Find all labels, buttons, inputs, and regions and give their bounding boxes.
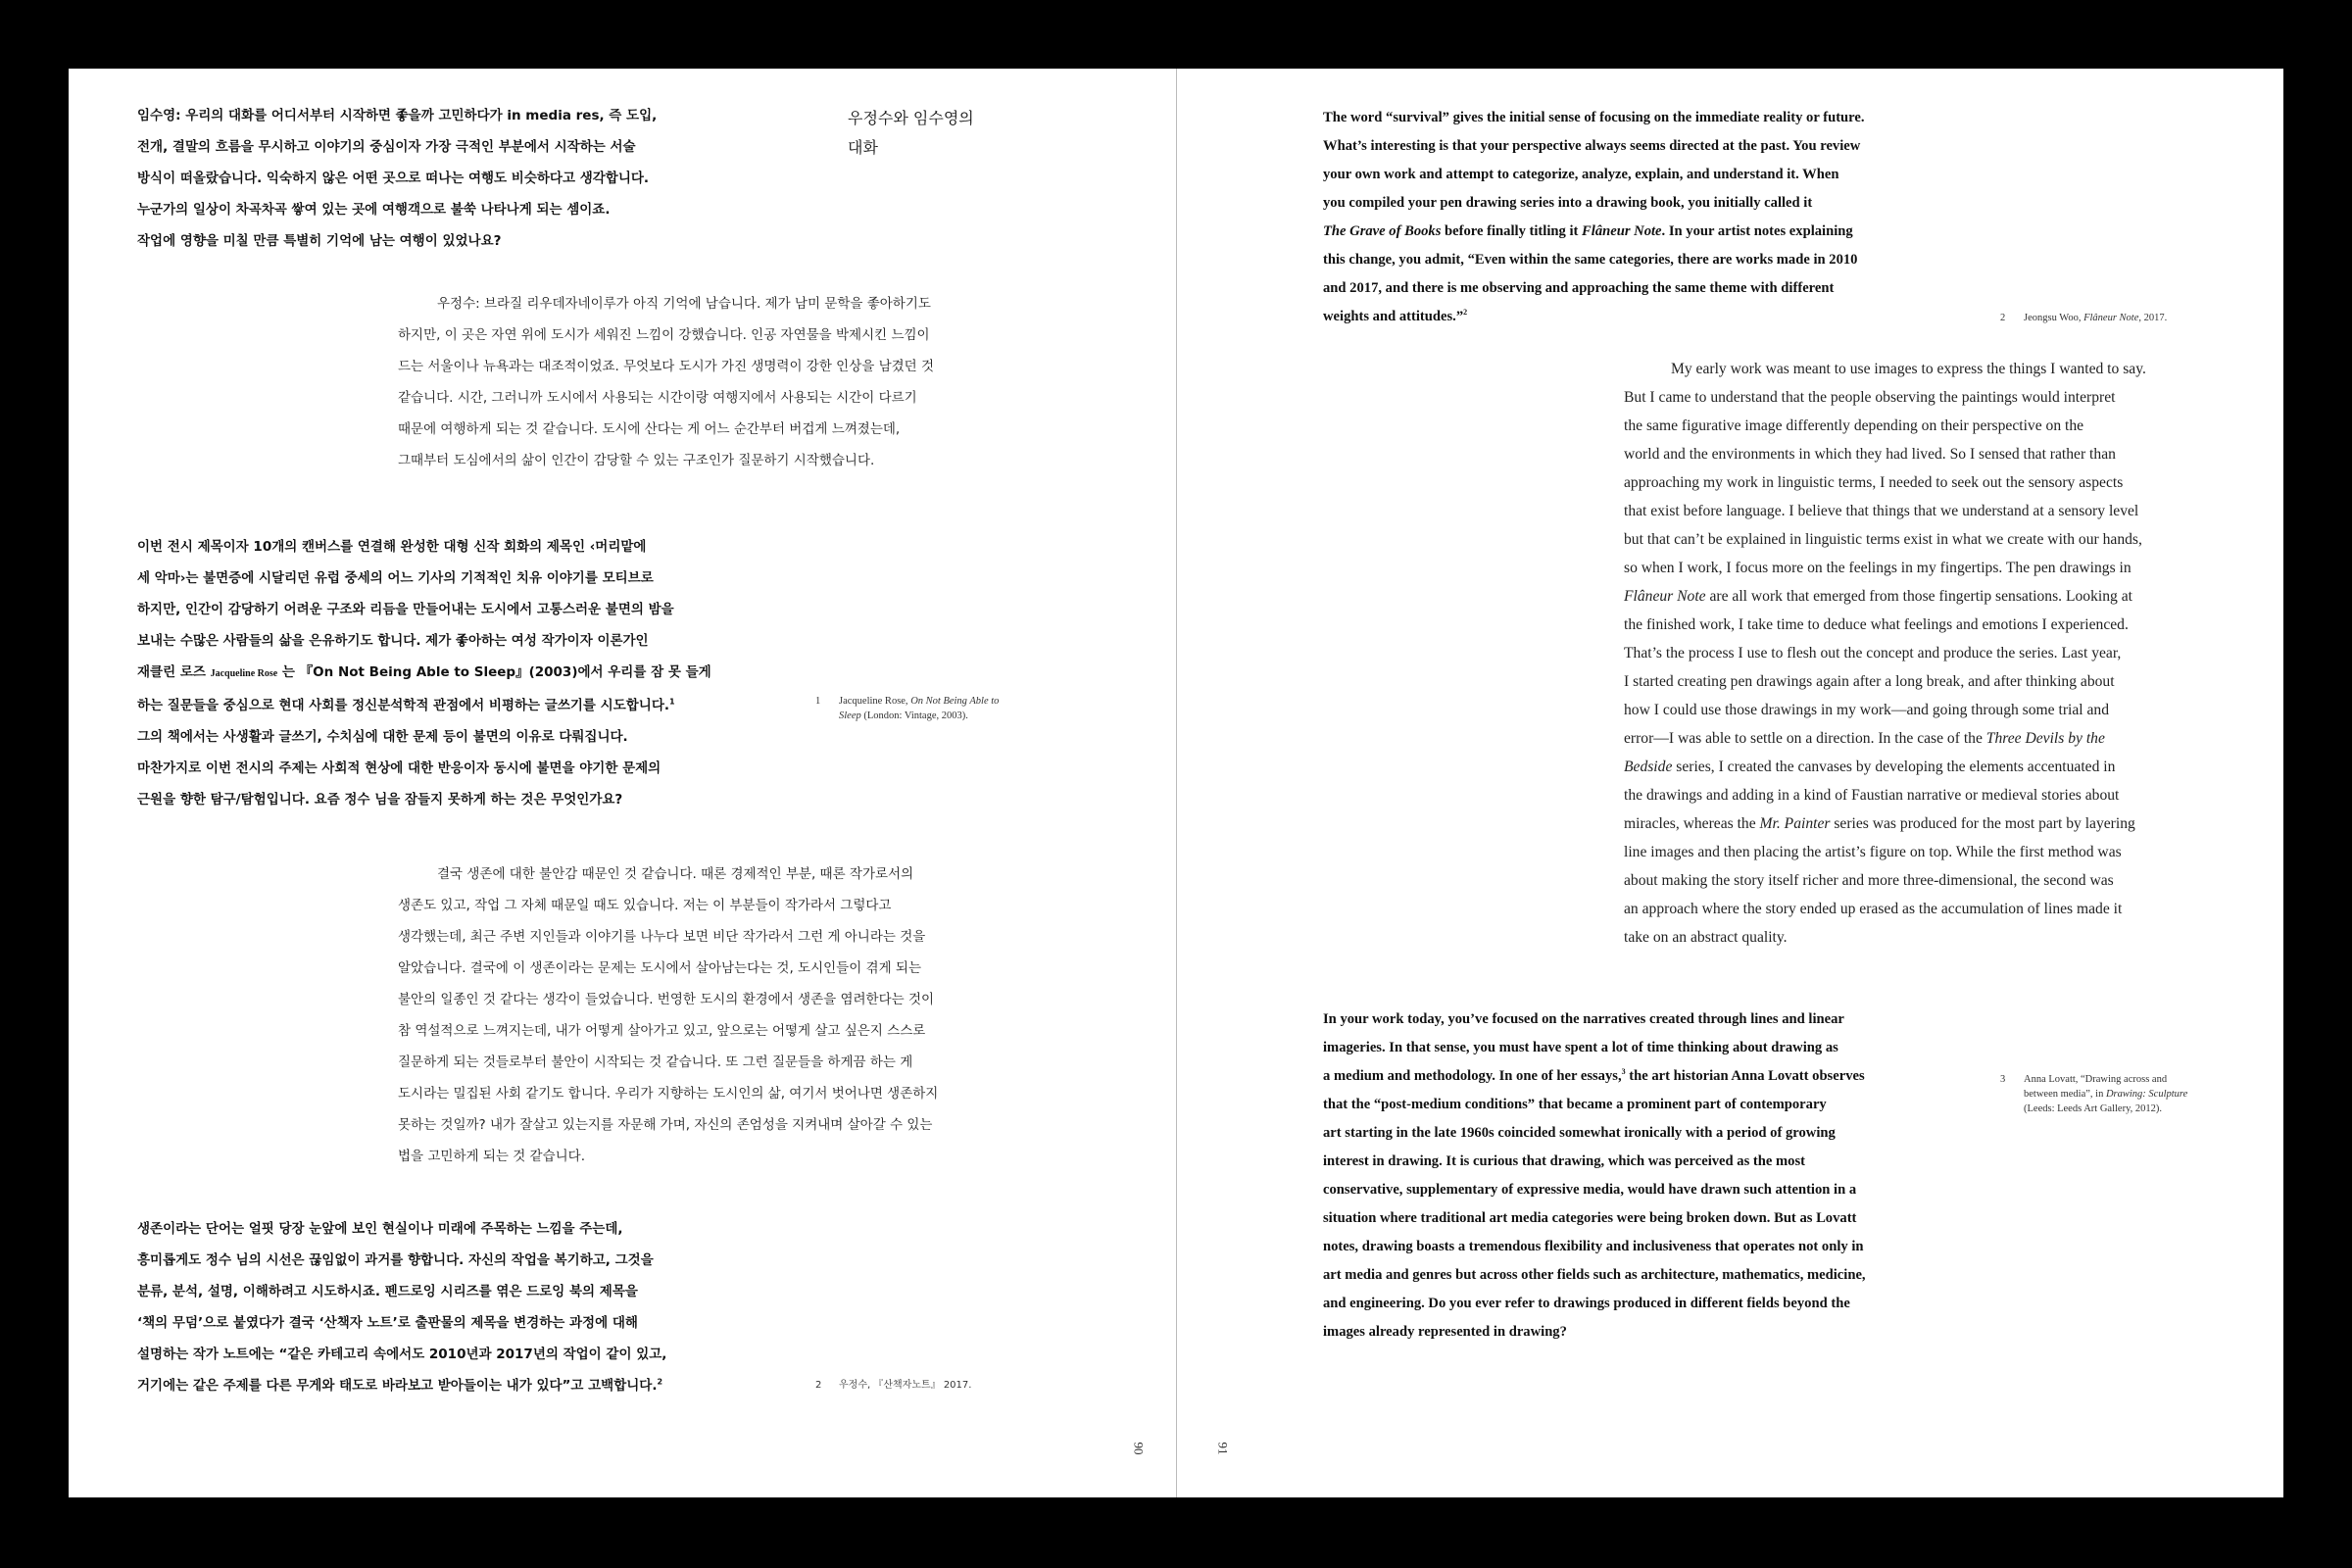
footnote-2-en-number: 2 [2000, 313, 2006, 323]
q1-en-part-a: The word “survival” gives the initial sense of focusing on the immediate reality or future. What’s interesting is that your perspective always seems directed at the past. You review your own work and attempt to categorize, analyze, explain, and understand it. When you compiled your pen drawing series into a drawing book, you initially called it [1323, 110, 1865, 211]
q2-line-3: 하지만, 인간이 감당하기 어려운 구조와 리듬을 만들어내는 도시에서 고통스러운 불면의 밤을 [137, 602, 674, 617]
q2-line-5-pre: 재클린 로즈 [137, 664, 211, 680]
q1-en-mid: before finally titling it [1441, 223, 1583, 239]
q2-rest: 그의 책에서는 사생활과 글쓰기, 수치심에 대한 문제 등이 불면의 이유로 다뤄집니다. 마찬가지로 이번 전시의 주제는 사회적 현상에 대한 반응이자 동시에 불면을 야기한 문제의 근원을 향한 탐구/탐험입니다. 요즘 정수 님을 잠들지 못하게 하는 것은 무엇인가요? [137, 729, 662, 808]
answer-1-ko [398, 288, 1084, 476]
q2-en-part-a: In your work today, you’ve focused on the narratives created through lines and linear imageries. In that sense, you must have spent a lot of time thinking about drawing as a medium and methodology. In one of her essays, [1323, 1011, 1844, 1084]
question-1-en [1323, 104, 1950, 331]
page-number-right: 91 [1215, 1442, 1231, 1455]
footnote-1-publisher: (London: Vintage, 2003). [860, 710, 968, 721]
answer-2-body: 생존도 있고, 작업 그 자체 때문일 때도 있습니다. 저는 이 부분들이 작가라서 그렇다고 생각했는데, 최근 주변 지인들과 이야기를 나누다 보면 비단 작가라서 그런 게 아니라는 것을 알았습니다. 결국에 이 생존이라는 문제는 도시에서 살아남는다는 것, 도시인들이 겪게 되는 불안의 일종인 것 같다는 생각이 들었습니다. 번영한 도시의 환경에서 생존을 염려한다는 것이 참 역설적으로 느껴지는데, 내가 어떻게 살아가고 있고, 앞으로는 어떻게 살고 싶은지 스스로 질문하게 되는 것들로부터 불안이 시작되는 것 같습니다. 또 그런 질문들을 하게끔 하는 게 도시라는 밀집된 사회 같기도 합니다. 우리가 지향하는 도시인의 삶, 여기서 벗어나면 생존하지 못하는 것일까? 내가 잘살고 있는지를 자문해 가며, 자신의 존엄성을 지켜내며 살아갈 수 있는 법을 고민하게 되는 것 같습니다. [398, 898, 939, 1164]
q2-en-part-b: the art historian Anna Lovatt observes that the “post-medium conditions” that became a prominent part of contemporary art starting in the late 1960s coincided somewhat ironically with a period of growing interest in drawing. It is curious that drawing, which was perceived as the most conservative, supplementary of expressive media, would have drawn such attention in a situation where traditional art media categories were being broken down. But as Lovatt notes, drawing boasts a tremendous flexibility and inclusiveness that operates not only in art media and genres but across other fields such as architecture, mathematics, medicine, and engineering. Do you ever refer to drawings produced in different fields beyond the images already represented in drawing? [1323, 1068, 1866, 1340]
footnote-2-ko-number: 2 [815, 1380, 822, 1391]
answer-1-en-italic-three-devils: Three Devils by the Bedside [1624, 730, 2105, 775]
footnote-2-en [2000, 311, 2235, 325]
footnote-2-en-title: Flâneur Note [2083, 313, 2139, 323]
footnote-3-author: Anna Lovatt, “Drawing across and between media”, in [2024, 1074, 2168, 1100]
answer-1-en-italic-mr-painter: Mr. Painter [1759, 815, 1831, 832]
right-page [1177, 69, 2283, 1497]
jacqueline-rose-name: Jacqueline Rose [210, 668, 278, 679]
footnote-3-title: Drawing: Sculpture [2105, 1089, 2188, 1100]
answer-1-en-p1: But I came to understand that the people observing the paintings would interpret the same figurative image differently depending on their perspective on the world and the environments in which they had lived. So I sensed that rather than approaching my work in linguistic terms, I needed to seek out the sensory aspects that exist before language. I believe that things that we understand at a sensory level but that can’t be explained in linguistic terms exist in what we create with our hands, so when I work, I focus more on the feelings in my fingertips. The pen drawings in [1624, 389, 2142, 576]
q1-en-last-line: weights and attitudes.” [1323, 309, 1464, 324]
q3-last-line: 거기에는 같은 주제를 다른 무게와 태도로 바라보고 받아들이는 내가 있다”고 고백합니다. [137, 1378, 658, 1394]
footnote-ref-1: 1 [669, 697, 675, 707]
side-title: 우정수와 임수영의 대화 [848, 109, 974, 157]
footnote-2-ko [815, 1378, 1011, 1393]
footnote-1 [815, 694, 1011, 723]
answer-1-en-first: My early work was meant to use images to express the things I wanted to say. [1671, 361, 2146, 377]
footnote-1-number: 1 [815, 696, 821, 707]
answer-1-body: 하지만, 이 곳은 자연 위에 도시가 세워진 느낌이 강했습니다. 인공 자연물을 박제시킨 느낌이 드는 서울이나 뉴욕과는 대조적이었죠. 무엇보다 도시가 가진 생명력이 강한 인상을 남겼던 것 같습니다. 시간, 그러니까 도시에서 사용되는 시간이랑 여행지에서 사용되는 시간이 다르기 때문에 여행하게 되는 것 같습니다. 도시에 산다는 게 어느 순간부터 버겁게 느껴졌는데, 그때부터 도심에서의 삶이 인간이 감당할 수 있는 구조인가 질문하기 시작했습니다. [398, 327, 935, 468]
footnote-2-en-author: Jeongsu Woo, [2024, 313, 2084, 323]
answer-1-en-italic-flaneur: Flâneur Note [1624, 588, 1706, 605]
q1-en-part-b: this change, you admit, “Even within the same categories, there are works made in 2010 and 2017, and there is me observing and approaching the same theme with different [1323, 252, 1858, 296]
q2-line-2: 세 악마›는 불면증에 시달리던 유럽 중세의 어느 기사의 기적적인 치유 이야기를 모티브로 [137, 570, 654, 586]
footnote-ref-2-en: 2 [1463, 308, 1468, 318]
q2-line-1: 이번 전시 제목이자 10개의 캔버스를 연결해 완성한 대형 신작 회화의 제목인 ‹머리맡에 [137, 539, 647, 555]
left-page [69, 69, 1176, 1497]
q2-line-5-post: 는 『On Not Being Able to Sleep』(2003)에서 우리를 잠 못 들게 [277, 664, 711, 680]
answer-1-en-p3: series, I created the canvases by developing the elements accentuated in the drawings and adding in a kind of Faustian narrative or medieval stories about miracles, whereas the [1624, 759, 2120, 832]
footnote-ref-3: 3 [1621, 1067, 1626, 1077]
footnote-ref-2-ko: 2 [657, 1377, 663, 1387]
question-2-ko [137, 531, 823, 815]
answer-1-en-p2: are all work that emerged from those fingertip sensations. Looking at the finished work, I take time to deduce what feelings and emotions I experienced. That’s the process I use to flesh out the concept and produce the series. Last year, I started creating pen drawings again after a long break, and after thinking about how I could use those drawings in my work—and going through some trial and error—I was able to settle on a direction. In the case of the [1624, 588, 2132, 747]
page-number-left: 90 [1131, 1442, 1147, 1455]
q1-en-after: . In your artist notes explaining [1661, 223, 1853, 239]
question-3-ko [137, 1213, 823, 1401]
footnote-3-publisher: (Leeds: Leeds Art Gallery, 2012). [2024, 1103, 2163, 1114]
footnote-1-author: Jacqueline Rose, [839, 696, 911, 707]
answer-1-en [1624, 355, 2231, 952]
question-2-en [1323, 1005, 1970, 1347]
q2-line-6: 하는 질문들을 중심으로 현대 사회를 정신분석학적 관점에서 비평하는 글쓰기를 시도합니다. [137, 698, 669, 713]
q3-body: 생존이라는 단어는 얼핏 당장 눈앞에 보인 현실이나 미래에 주목하는 느낌을 주는데, 흥미롭게도 정수 님의 시선은 끊임없이 과거를 향합니다. 자신의 작업을 복기하고, 그것을 분류, 분석, 설명, 이해하려고 시도하시죠. 펜드로잉 시리즈를 엮은 드로잉 북의 제목을 ‘책의 무덤’으로 붙였다가 결국 ‘산책자 노트’로 출판물의 제목을 변경하는 과정에 대해 설명하는 작가 노트에는 “같은 카테고리 속에서도 2010년과 2017년의 작업이 같이 있고, [137, 1221, 667, 1362]
footnote-1-title: On Not Being Able to Sleep [839, 696, 1000, 721]
footnote-3 [2000, 1072, 2235, 1116]
answer-2-ko [398, 858, 1084, 1172]
answer-1-first-line: 우정수: 브라질 리우데자네이루가 아직 기억에 남습니다. 제가 남미 문학을 좋아하기도 [437, 296, 931, 312]
grave-of-books-title: The Grave of Books [1323, 223, 1442, 239]
answer-2-first-line: 결국 생존에 대한 불안감 때문인 것 같습니다. 때론 경제적인 부분, 때론 작가로서의 [437, 866, 914, 882]
answer-1-en-p4: series was produced for the most part by layering line images and then placing the artist’s figure on top. While the first method was about making the story itself richer and more three-dimensional, the second was an approach where the story ended up erased as the accumulation of lines made it take on an abstract quality. [1624, 815, 2135, 946]
flaneur-note-title: Flâneur Note [1582, 223, 1662, 239]
footnote-3-number: 3 [2000, 1074, 2006, 1085]
question-1-ko: 임수영: 우리의 대화를 어디서부터 시작하면 좋을까 고민하다가 in media res, 즉 도입, 전개, 결말의 흐름을 무시하고 이야기의 중심이자 가장 극적인 부분에서 시작하는 서술 방식이 떠올랐습니다. 익숙하지 않은 어떤 곳으로 떠나는 여행도 비슷하다고 생각합니다. 누군가의 일상이 차곡차곡 쌓여 있는 곳에 여행객으로 불쑥 나타나게 되는 셈이죠. 작업에 영향을 미칠 만큼 특별히 기억에 남는 여행이 있었나요? [137, 108, 658, 249]
q2-line-4: 보내는 수많은 사람들의 삶을 은유하기도 합니다. 제가 좋아하는 여성 작가이자 이론가인 [137, 633, 649, 649]
footnote-2-ko-text: 우정수, 『산책자노트』 2017. [839, 1380, 972, 1391]
footnote-2-en-year: , 2017. [2138, 313, 2168, 323]
